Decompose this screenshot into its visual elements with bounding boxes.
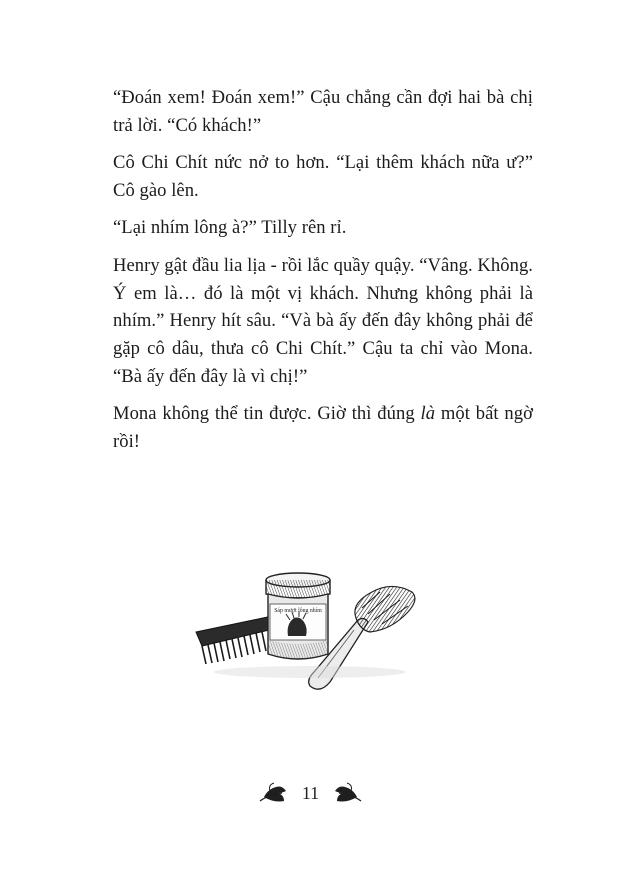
- paragraph-1: “Đoán xem! Đoán xem!” Cậu chẳng cần đợi hai bà chị trả lời. “Có khách!”: [113, 87, 533, 136]
- leaf-ornament-icon: [258, 781, 288, 805]
- page-footer: [0, 778, 621, 808]
- paragraph-5: [113, 400, 533, 456]
- jar-icon: [266, 573, 330, 659]
- leaf-ornament-icon: [333, 781, 363, 805]
- paragraph-3: “Lại nhím lông à?” Tilly rên rỉ.: [113, 217, 347, 239]
- jar-label: Sáp mượt lông nhím: [274, 608, 322, 614]
- paragraph-2: Cô Chi Chít nức nở to hơn. “Lại thêm khách nữa ư?” Cô gào lên.: [113, 152, 533, 201]
- body-text: [113, 84, 533, 466]
- grooming-kit-illustration: [190, 568, 430, 704]
- paragraph-5-start: Mona không thể tin được. Giờ thì đúng: [113, 403, 421, 425]
- paragraph-5-end: một bất ngờ rồi!: [113, 403, 533, 453]
- paragraph-4: Henry gật đầu lia lịa - rồi lắc quầy quậy. “Vâng. Không. Ý em là… đó là một vị khách. Nhưng không phải là nhím.” Henry hít sâu. “Và bà ấy đến đây không phải để gặp cô dâu, thưa cô Chi Chít.” Cậu ta chỉ vào Mona. “Bà ấy đến đây là vì chị!”: [113, 254, 533, 387]
- page-number: 11: [301, 782, 320, 803]
- paragraph-5-emphasis: là: [420, 403, 436, 425]
